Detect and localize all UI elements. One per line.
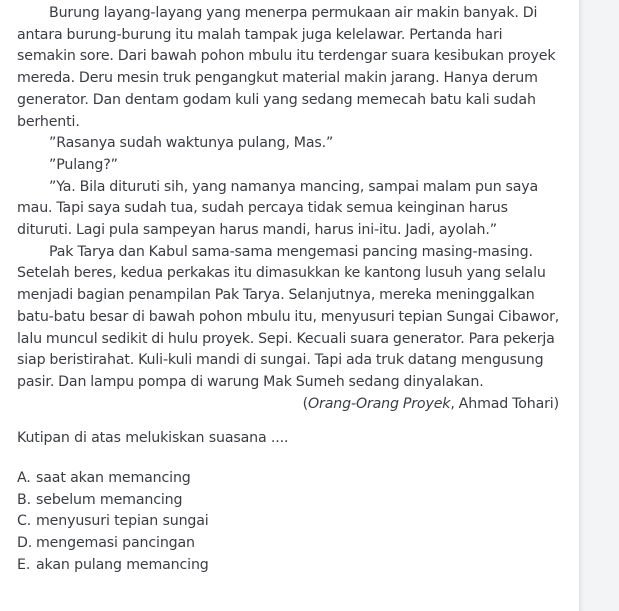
reading-passage (17, 3, 562, 415)
option-a[interactable] (17, 468, 562, 490)
option-letter: D. (17, 535, 33, 552)
passage-dialogue-1: ”Rasanya sudah waktunya pulang, Mas.” (49, 135, 334, 152)
option-letter: E. (17, 556, 31, 573)
source-author: , Ahmad Tohari) (450, 395, 559, 412)
option-letter: A. (17, 470, 31, 487)
option-text: saat akan memancing (36, 470, 191, 487)
option-e[interactable] (17, 555, 562, 577)
side-panel (579, 0, 619, 611)
option-text: mengemasi pancingan (36, 535, 195, 552)
source-title: Orang-Orang Proyek (308, 395, 451, 412)
option-text: menyusuri tepian sungai (36, 513, 209, 530)
option-letter: C. (17, 513, 32, 530)
answer-options (17, 468, 562, 577)
option-d[interactable] (17, 533, 562, 555)
question-content (17, 3, 562, 577)
passage-paragraph-1: Burung layang-layang yang menerpa permukaan air makin banyak. Di antara burung-burung itu malah tampak juga kelelawar. Pertanda hari semakin sore. Dari bawah pohon mbulu itu terdengar suara kesibukan proyek mereda. Deru mesin truk pengangkut material makin jarang. Hanya derum generator. Dan dentam godam kuli yang sedang memecah batu kali sudah berhenti. (17, 5, 556, 130)
option-text: sebelum memancing (36, 491, 183, 508)
source-open-paren: ( (302, 395, 309, 412)
option-text: akan pulang memancing (36, 556, 209, 573)
passage-source (17, 394, 562, 416)
passage-dialogue-2: ”Pulang?” (49, 156, 118, 173)
question-text: Kutipan di atas melukiskan suasana .... (17, 430, 289, 447)
passage-paragraph-2: Pak Tarya dan Kabul sama-sama mengemasi pancing masing-masing. Setelah beres, kedua perkakas itu dimasukkan ke kantong lusuh yang selalu menjadi bagian penampilan Pak Tarya. Selanjutnya, mereka meninggalkan batu-batu besar di bawah pohon mbulu itu, menyusuri tepian Sungai Cibawor, lalu muncul sedikit di hulu proyek. Sepi. Kecuali suara generator. Para pekerja siap beristirahat. Kuli-kuli mandi di sungai. Tapi ada truk datang mengusung pasir. Dan lampu pompa di warung Mak Sumeh sedang dinyalakan. (17, 243, 560, 390)
option-c[interactable] (17, 511, 562, 533)
passage-dialogue-3: ”Ya. Bila dituruti sih, yang namanya mancing, sampai malam pun saya mau. Tapi saya sudah tua, sudah percaya tidak semua keinginan harus dituruti. Lagi pula sampeyan harus mandi, harus ini-itu. Jadi, ayolah.” (17, 178, 539, 239)
option-letter: B. (17, 491, 31, 508)
option-b[interactable] (17, 490, 562, 512)
